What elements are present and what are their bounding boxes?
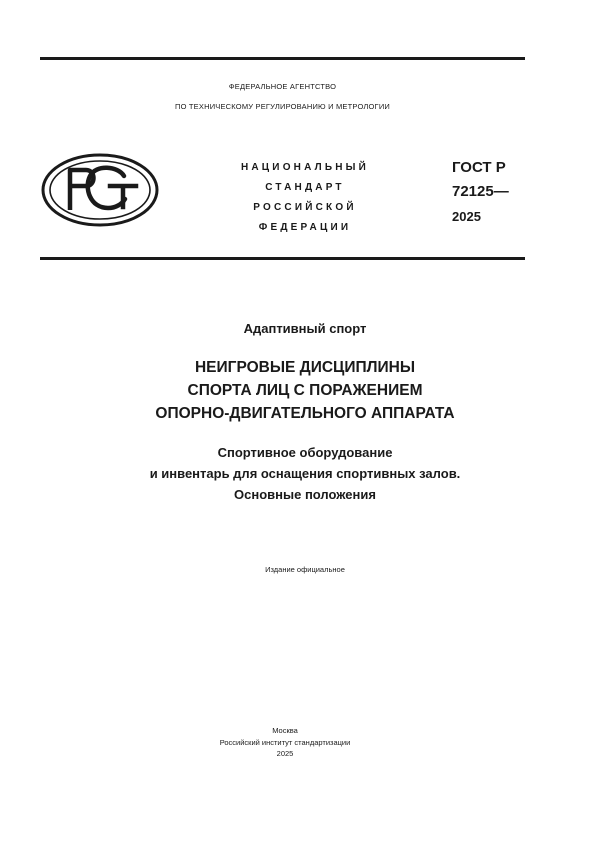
main-title-line1: НЕИГРОВЫЕ ДИСЦИПЛИНЫ (194, 359, 416, 376)
standard-type-block (200, 158, 410, 238)
sub-title-line2: и инвентарь для оснащения спортивных залов. (149, 466, 461, 481)
agency-name-line2: ПО ТЕХНИЧЕСКОМУ РЕГУЛИРОВАНИЮ И МЕТРОЛОГИИ (174, 102, 390, 111)
main-title-line3: ОПОРНО-ДВИГАТЕЛЬНОГО АППАРАТА (155, 405, 455, 422)
category-title: Адаптивный спорт (243, 321, 367, 336)
imprint-publisher: Российский институт стандартизации (219, 737, 351, 747)
designation-number: 72125— (452, 183, 509, 200)
rst-mark-icon (40, 152, 160, 228)
imprint-year: 2025 (276, 749, 294, 758)
imprint-city: Москва (272, 726, 298, 735)
bottom-rule (40, 257, 525, 260)
top-rule (40, 57, 525, 60)
standard-type-line2: СТАНДАРТ (265, 182, 345, 193)
standard-type-line3: РОССИЙСКОЙ (253, 202, 357, 213)
sub-title-line1: Спортивное оборудование (217, 445, 393, 460)
agency-name-line1: ФЕДЕРАЛЬНОЕ АГЕНТСТВО (228, 82, 337, 91)
standard-type-line1: НАЦИОНАЛЬНЫЙ (240, 162, 370, 173)
imprint (40, 725, 530, 760)
standard-type-line4: ФЕДЕРАЦИИ (258, 222, 352, 233)
main-title (40, 356, 570, 425)
main-title-line2: СПОРТА ЛИЦ С ПОРАЖЕНИЕМ (187, 382, 423, 399)
standard-designation (452, 156, 509, 228)
designation-prefix: ГОСТ Р (452, 159, 506, 176)
sub-title (40, 442, 570, 505)
edition-note: Издание официальное (265, 565, 345, 574)
sub-title-line3: Основные положения (234, 487, 376, 502)
designation-year: 2025 (452, 209, 481, 224)
